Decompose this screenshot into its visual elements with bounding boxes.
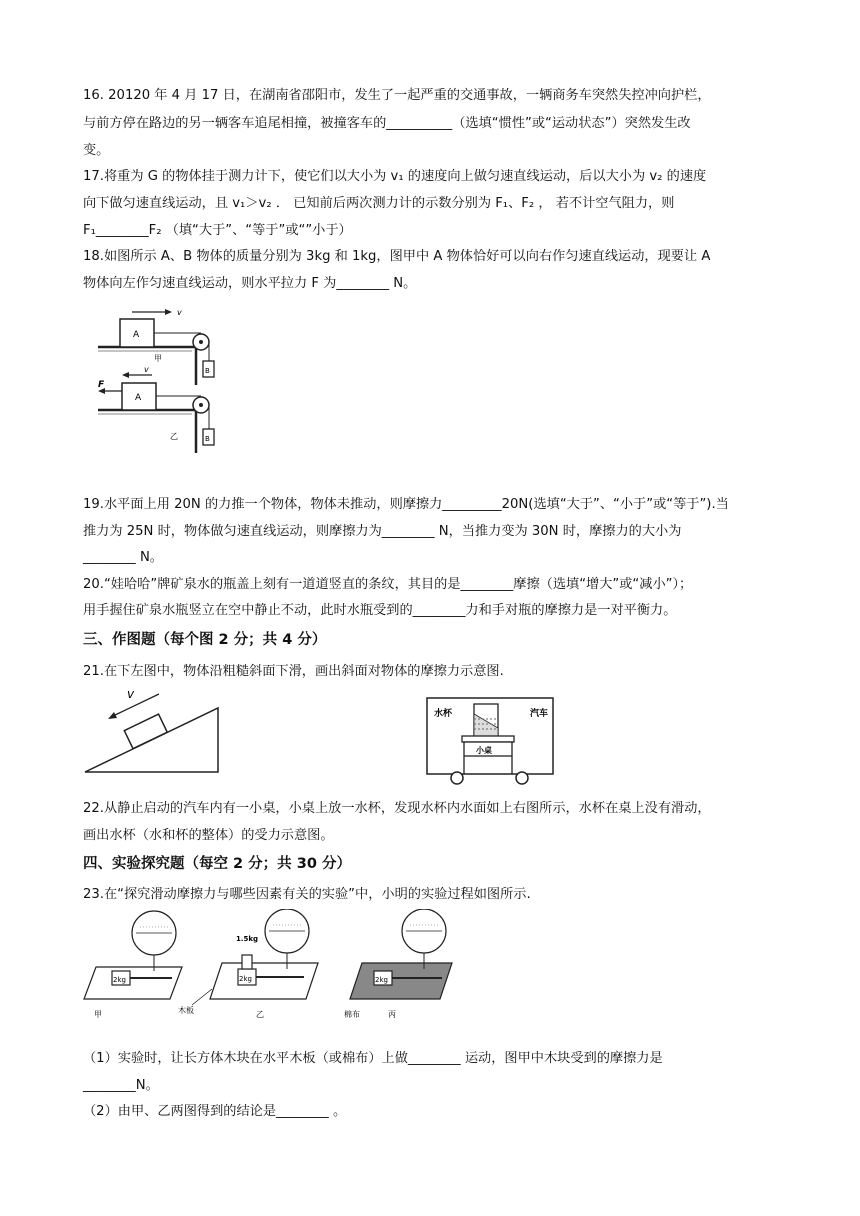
q23-part1-line-1: （1）实验时，让长方体木块在水平木板（或棉布）上做________ 运动，图甲中木块受到的摩擦力是 — [83, 1051, 663, 1066]
section-3-heading: 三、作图题（每个图 2 分；共 4 分） — [83, 632, 327, 648]
q22-line-1: 22.从静止启动的汽车内有一小桌，小桌上放一水杯，发现水杯内水面如上右图所示，水杯在桌上没有滑动， — [83, 801, 711, 816]
q20-line-2: 用手握住矿泉水瓶竖立在空中静止不动，此时水瓶受到的________力和手对瓶的摩擦力是一对平衡力。 — [83, 603, 677, 618]
q19-line-3: ________ N。 — [83, 550, 163, 565]
q19-line-1: 19.水平面上用 20N 的力推一个物体，物体未推动，则摩擦力_________20N(选填“大于”、“小于”或“等于”).当 — [83, 497, 729, 512]
q23-mass-bing: 2kg — [375, 976, 388, 984]
q16-line-1: 16. 20120 年 4 月 17 日，在湖南省邵阳市，发生了一起严重的交通事故，一辆商务车突然失控冲向护栏， — [83, 88, 711, 103]
q18-force-f: F — [98, 380, 105, 390]
q18-pulley-figure — [92, 305, 227, 457]
q22-car-label: 汽车 — [530, 709, 549, 719]
q16-line-3: 变。 — [83, 143, 110, 158]
q18-label-jia: 甲 — [154, 354, 162, 363]
q18-line-2: 物体向左作匀速直线运动，则水平拉力 F 为________ N。 — [83, 276, 417, 291]
q23-part1-line-2: ________N。 — [83, 1078, 159, 1093]
q23-friction-experiment-figure — [82, 909, 462, 1027]
q23-label-yi: 乙 — [256, 1010, 264, 1019]
q20-line-1: 20.“娃哈哈”牌矿泉水的瓶盖上刻有一道道竖直的条纹，其目的是________摩擦（选填“增大”或“减小”）； — [83, 577, 693, 592]
q17-line-3: F₁________F₂ （填“大于”、“等于”或“”小于） — [83, 223, 352, 238]
q21-incline-figure — [83, 686, 223, 776]
q17-line-2: 向下做匀速直线运动，且 v₁＞v₂ ． 已知前后两次测力计的示数分别为 F₁、F₂ ， 若不计空气阻力，则 — [83, 196, 675, 211]
q19-line-2: 推力为 25N 时，物体做匀速直线运动，则摩擦力为________ N，当推力变为 30N 时，摩擦力的大小为 — [83, 524, 682, 539]
q18-line-1: 18.如图所示 A、B 物体的质量分别为 3kg 和 1kg，图甲中 A 物体恰好可以向右作匀速直线运动，现要让 A — [83, 249, 711, 264]
q23-mass-jia: 2kg — [113, 976, 126, 984]
q23-line-1: 23.在“探究滑动摩擦力与哪些因素有关的实验”中，小明的实验过程如图所示. — [83, 887, 531, 902]
q18-block-a-top: A — [133, 330, 140, 340]
q18-block-b-bottom: B — [205, 435, 210, 443]
q22-line-2: 画出水杯（水和杯的整体）的受力示意图。 — [83, 828, 334, 843]
q23-label-jia: 甲 — [94, 1010, 102, 1019]
q23-mass-yi: 2kg — [239, 975, 252, 983]
section-4-heading: 四、实验探究题（每空 2 分；共 30 分） — [83, 856, 351, 872]
q23-label-bing: 丙 — [388, 1010, 396, 1019]
q22-car-figure — [424, 694, 556, 786]
q23-label-board: 木板 — [178, 1006, 194, 1015]
q18-velocity-bottom: v — [144, 365, 149, 374]
q21-line-1: 21.在下左图中，物体沿粗糙斜面下滑，画出斜面对物体的摩擦力示意图. — [83, 664, 504, 679]
q18-block-a-bottom: A — [135, 393, 142, 403]
q23-label-cloth: 棉布 — [344, 1010, 360, 1019]
q18-label-yi: 乙 — [170, 432, 178, 441]
q17-line-1: 17.将重为 G 的物体挂于测力计下，使它们以大小为 v₁ 的速度向上做匀速直线运动，后以大小为 v₂ 的速度 — [83, 169, 707, 184]
q22-table-label: 小桌 — [476, 746, 492, 755]
q21-velocity: v — [127, 687, 135, 701]
q23-extra-mass: 1.5kg — [236, 935, 259, 943]
q16-line-2: 与前方停在路边的另一辆客车追尾相撞，被撞客车的__________（选填“惯性”或“运动状态”）突然发生改 — [83, 116, 691, 131]
q23-part2-line: （2）由甲、乙两图得到的结论是________ 。 — [83, 1104, 347, 1119]
q22-cup-label: 水杯 — [434, 709, 453, 719]
q18-velocity-top: v — [177, 308, 182, 317]
q18-block-b-top: B — [205, 367, 210, 375]
